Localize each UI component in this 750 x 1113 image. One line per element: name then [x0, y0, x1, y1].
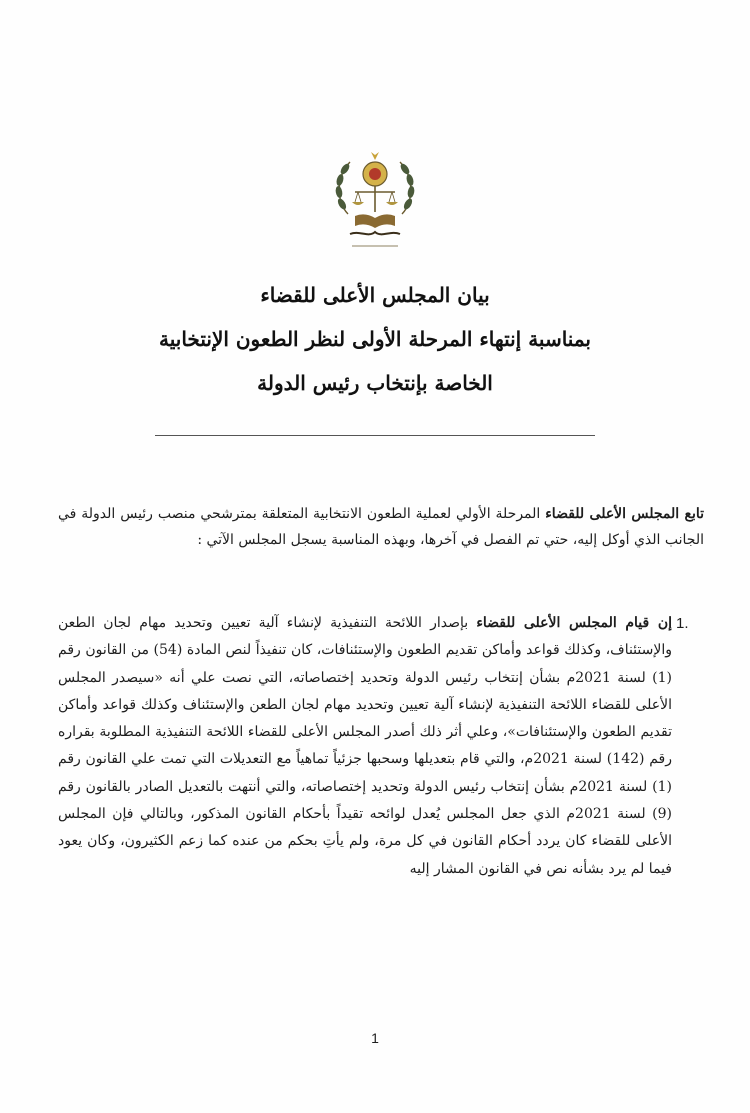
item-lead: إن قيام المجلس الأعلى للقضاء	[476, 615, 672, 631]
council-logo	[330, 142, 420, 254]
intro-text: المرحلة الأولي لعملية الطعون الانتخابية المتعلقة بمترشحي منصب رئيس الدولة في الجانب الذي أوكل إليه، حتي تم الفصل في آخرها، وبهذه المناسبة يسجل المجلس الآتي :	[58, 506, 704, 548]
heading-divider	[155, 435, 595, 436]
page-number: 1	[371, 1030, 379, 1046]
list-item	[58, 610, 672, 883]
council-emblem-icon	[330, 142, 420, 254]
item-number: 1.	[676, 615, 689, 632]
statement-subtitle-2: الخاصة بإنتخاب رئيس الدولة	[257, 371, 493, 395]
intro-lead: تابع المجلس الأعلى للقضاء	[545, 506, 704, 522]
intro-paragraph	[58, 502, 704, 553]
statement-subtitle: بمناسبة إنتهاء المرحلة الأولى لنظر الطعون الإنتخابية	[159, 327, 591, 351]
item-text: بإصدار اللائحة التنفيذية لإنشاء آلية تعيين وتحديد مهام لجان الطعن والإستئناف، وكذلك قواعد وأماكن تقديم الطعون والإستئنافات، كان تنفيذاً لنص المادة (54) من القانون رقم (1) لسنة 2021م بشأن إنتخاب رئيس الدولة وتحديد إختصاصاته، التي نصت علي أنه «سيصدر المجلس الأعلى للقضاء اللائحة التنفيذية لإنشاء آلية تعيين وتحديد مهام لجان الطعن والإستئناف وكذلك قواعد وأماكن تقديم الطعون والإستئنافات»، وعلي أثر ذلك أصدر المجلس الأعلى للقضاء اللائحة التنفيذية المطلوبة بقراره رقم (142) لسنة 2021م، والتي قام بتعديلها وسحبها جزئياً تماهياً مع التعديلات التي تمت علي القانون رقم (1) لسنة 2021م بشأن إنتخاب رئيس الدولة وتحديد إختصاصاته، والتي أنتهت بالتعديل الصادر بالقانون رقم (9) لسنة 2021م الذي جعل المجلس يُعدل لوائحه تقيداً بأحكام القانون المذكور، وبالتالي فإن المجلس الأعلى للقضاء كان يردد أحكام القانون في كل مرة، ولم يأتِ بحكم من عنده كما زعم الكثيرون، وكان يعود فيما لم يرد بشأنه نص في القانون المشار إليه	[58, 615, 673, 877]
statement-title: بيان المجلس الأعلى للقضاء	[260, 283, 490, 307]
